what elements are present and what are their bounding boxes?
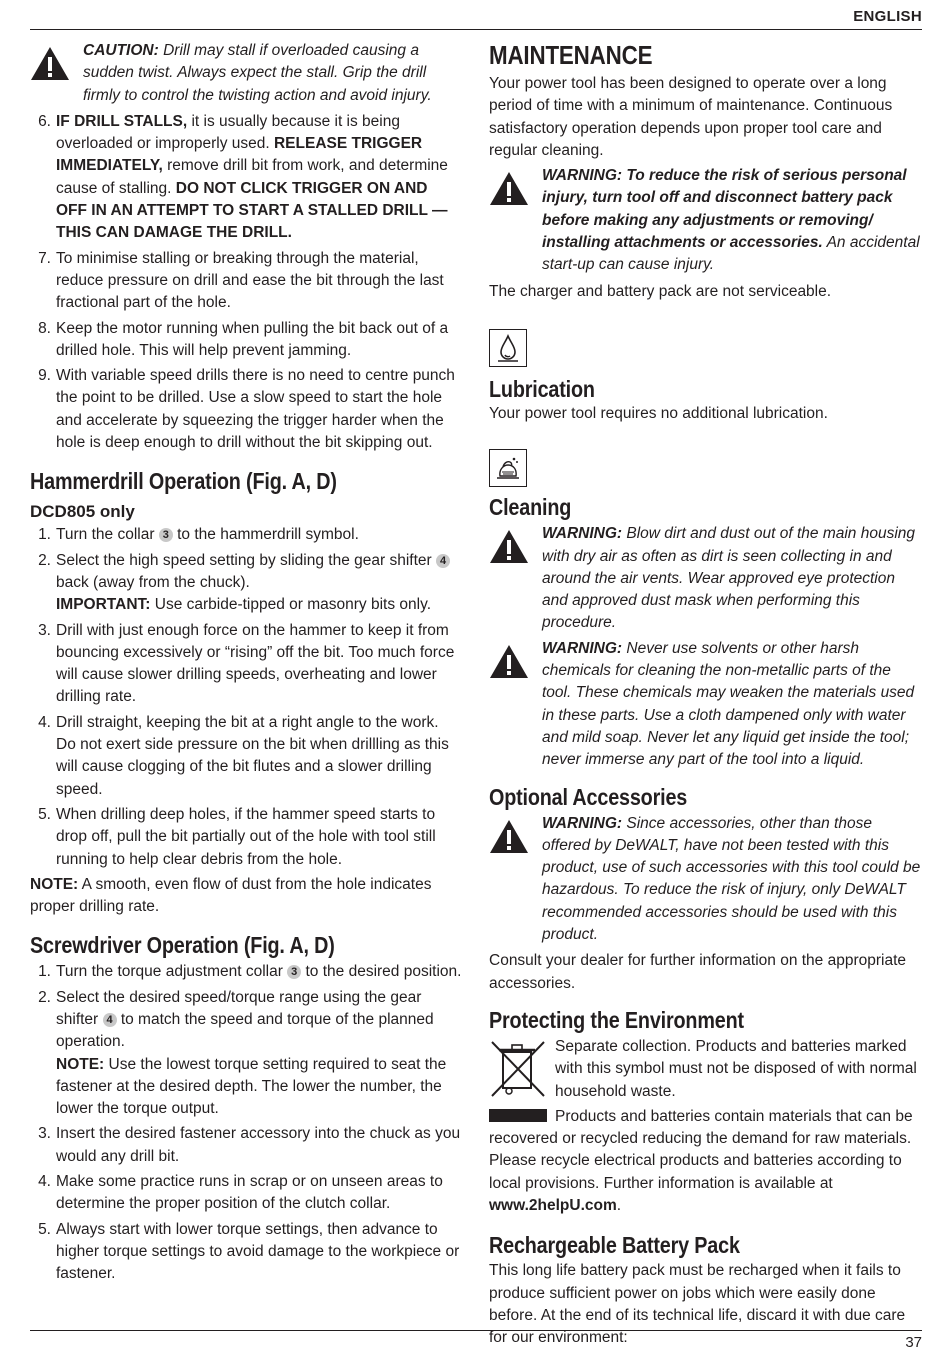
- environment-heading: Protecting the Environment: [489, 1006, 744, 1033]
- list-item: 1. Turn the collar 3 to the hammerdrill symbol.: [38, 526, 359, 544]
- battery-text: This long life battery pack must be recharged when it fails to produce sufficient power on jobs which were easily done before. At the end of its technical life, discard it with due care for our environment:: [489, 1262, 906, 1347]
- callout-badge: 4: [436, 554, 450, 568]
- hammerdrill-note: NOTE: A smooth, even flow of dust from the hole indicates proper drilling rate.: [30, 875, 432, 916]
- cleaning-heading: Cleaning: [489, 494, 572, 521]
- hammerdrill-list: [30, 524, 462, 870]
- lubrication-heading: Lubrication: [489, 375, 595, 402]
- cleaning-cloth-icon: [489, 449, 527, 487]
- caution-block: [30, 40, 462, 107]
- list-item: 2. Select the desired speed/torque range using the gear shifter 4 to match the speed and torque of the planned operation. NOTE: Use the lowest torque setting required to seat the fastener at the desired depth. The lower the number, the lower the torque output.: [38, 988, 447, 1118]
- battery-heading: Rechargeable Battery Pack: [489, 1232, 740, 1259]
- cleaning-warning-2: WARNING: Never use solvents or other harsh chemicals for cleaning the non-metallic parts of the tool. These chemicals may weaken the materials used in these parts. Use a cloth dampened only with water and mild soap. Never let any liquid get inside the tool; never immerse any part of the tool into a liquid.: [489, 638, 923, 772]
- footer-divider: [30, 1330, 922, 1331]
- maintenance-warning: WARNING: To reduce the risk of serious personal injury, turn tool off and disconnect battery pack before making any adjustments or removing/ installing attachments or accessories. An accidental start-up can cause injury.: [489, 165, 923, 276]
- right-column: [489, 38, 923, 1349]
- help-url-link[interactable]: www.2helpU.com: [489, 1196, 617, 1214]
- list-item: 4. Make some practice runs in scrap or on unseen areas to determine the proper position of the clutch collar.: [38, 1173, 443, 1213]
- caution-label: CAUTION:: [83, 42, 159, 59]
- callout-badge: 4: [103, 1013, 117, 1027]
- callout-badge: 3: [287, 965, 301, 979]
- screwdriver-heading: Screwdriver Operation (Fig. A, D): [30, 932, 335, 959]
- list-item: 1. Turn the torque adjustment collar 3 to the desired position.: [38, 963, 462, 981]
- separate-collection-bar-icon: [489, 1109, 547, 1122]
- crossed-bin-icon: [489, 1038, 547, 1100]
- warning-triangle-icon: [489, 644, 529, 679]
- list-item: 7. To minimise stalling or breaking through the material, reduce pressure on drill and ease the bit through the last fractional part of the hole.: [38, 249, 444, 312]
- list-item: 8. Keep the motor running when pulling the bit back out of a drilled hole. This will help prevent jamming.: [38, 319, 449, 359]
- caution-text: Drill may stall if overloaded causing a sudden twist. Always expect the stall. Grip the drill firmly to control the twisting action and avoid injury.: [83, 42, 432, 104]
- separate-collection: Separate collection. Products and batteries marked with this symbol must not be disposed of with normal household waste.: [489, 1036, 923, 1103]
- list-item: 5. When drilling deep holes, if the hammer speed starts to drop off, pull the bit partially out of the hole with tool still running to help clear debris from the hole.: [38, 805, 436, 868]
- accessories-heading: Optional Accessories: [489, 783, 688, 810]
- lubrication-text: Your power tool requires no additional lubrication.: [489, 404, 828, 422]
- list-item: 6. IF DRILL STALLS, it is usually because it is being overloaded or improperly used. RELEASE TRIGGER IMMEDIATELY, remove drill bit from work, and determine cause of stalling. DO NOT CLICK TRIGGER ON AND OFF IN AN ATTEMPT TO START A STALLED DRILL — THIS CAN DAMAGE THE DRILL.: [38, 112, 448, 242]
- maintenance-heading: MAINTENANCE: [489, 40, 653, 70]
- left-column: [30, 38, 462, 1286]
- cleaning-warning-1: WARNING: Blow dirt and dust out of the main housing with dry air as often as dirt is seen collecting in and around the air vents. Wear approved eye protection and approved dust mask when performing this procedure.: [489, 523, 923, 634]
- list-item: 3. Insert the desired fastener accessory into the chuck as you would any drill bit.: [38, 1125, 461, 1165]
- serviceable-note: The charger and battery pack are not serviceable.: [489, 282, 832, 300]
- language-label: ENGLISH: [853, 8, 922, 25]
- header-divider: [30, 29, 922, 30]
- accessories-consult: Consult your dealer for further information on the appropriate accessories.: [489, 952, 907, 992]
- maintenance-intro: Your power tool has been designed to operate over a long period of time with a minimum of maintenance. Continuous satisfactory operation depends upon proper tool care and regular cleaning.: [489, 75, 893, 159]
- list-item: 4. Drill straight, keeping the bit at a right angle to the work. Do not exert side pressure on the bit when drillling as this will cause clogging of the bit flutes and a slower drilling speed.: [38, 713, 449, 798]
- screwdriver-list: [30, 961, 462, 1285]
- page-number: 37: [905, 1334, 922, 1351]
- list-item: 2. Select the high speed setting by sliding the gear shifter 4 back (away from the chuck). IMPORTANT: Use carbide-tipped or masonry bits only.: [30, 550, 462, 617]
- warning-triangle-icon: [489, 529, 529, 564]
- stall-list: [30, 111, 462, 454]
- list-item: 3. Drill with just enough force on the hammer to keep it from bouncing excessively or “rising” off the bit. Too much force will cause slower drilling speeds, overheating and lower drilling rate.: [38, 621, 455, 706]
- oil-drop-icon: [489, 329, 527, 367]
- warning-triangle-icon: [489, 171, 529, 206]
- warning-triangle-icon: [30, 46, 70, 81]
- model-subheading: DCD805 only: [30, 502, 135, 522]
- list-item: 9. With variable speed drills there is no need to centre punch the point to be drilled. Use a slow speed to start the hole and accelerate by squeezing the trigger harder when the hole is deep enough to drill without the bit skipping out.: [38, 367, 455, 452]
- recycle-text: Products and batteries contain materials that can be recovered or recycled reducing the demand for raw materials. Please recycle electrical products and batteries according to local provisions. Further information is available at www.2helpU.com.: [489, 1107, 913, 1214]
- accessories-warning: WARNING: Since accessories, other than those offered by DeWALT, have not been tested with this product, use of such accessories with this tool could be hazardous. To reduce the risk of injury, only DeWALT recommended accessories should be used with this product.: [489, 813, 923, 947]
- callout-badge: 3: [159, 528, 173, 542]
- warning-triangle-icon: [489, 819, 529, 854]
- hammerdrill-heading: Hammerdrill Operation (Fig. A, D): [30, 468, 337, 495]
- list-item: 5. Always start with lower torque settings, then advance to higher torque settings to avoid damage to the workpiece or fastener.: [38, 1220, 460, 1283]
